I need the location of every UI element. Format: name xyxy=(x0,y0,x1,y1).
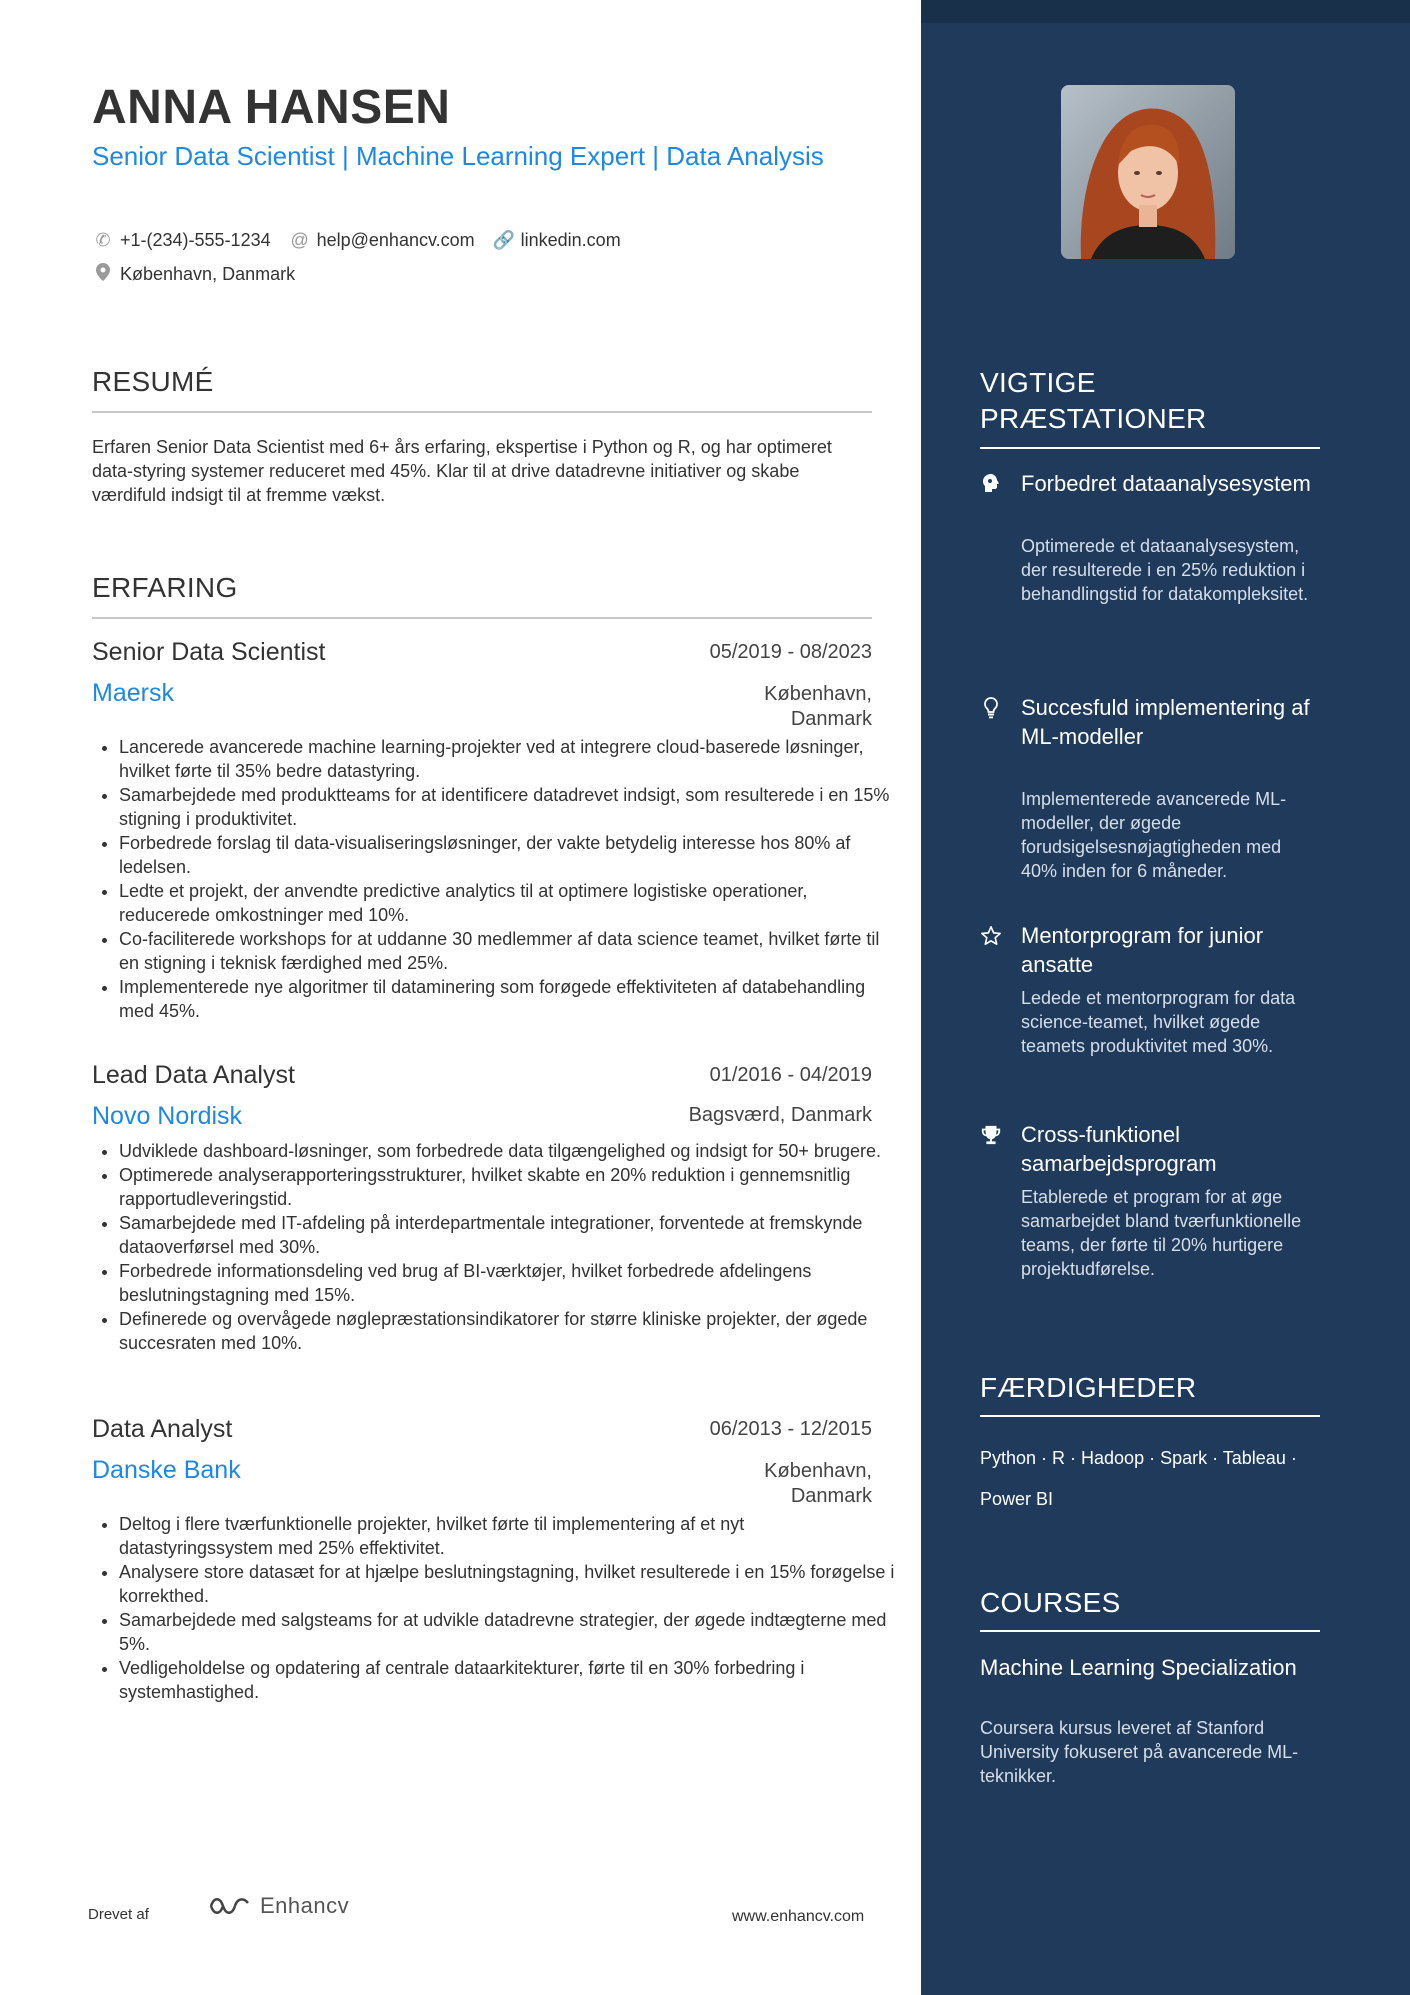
list-item: • Vedligeholdelse og opdatering af centrale dataarkitekturer, førte til en 30% forbedring i systemhastighed. xyxy=(119,1656,899,1704)
phone-icon: ✆ xyxy=(95,230,111,250)
job-location xyxy=(764,682,872,732)
enhancv-brand-text: Enhancv xyxy=(260,1893,350,1918)
job-location-line: København, xyxy=(764,683,872,705)
courses-divider xyxy=(980,1630,1320,1632)
job-location-line: Danmark xyxy=(790,708,872,730)
summary-text: Erfaren Senior Data Scientist med 6+ års erfaring, ekspertise i Python og R, og har optimeret data-styring systemer reduceret med 45%. Klar til at drive datadrevne initiativer og skabe værdifuld indsigt til at fremme vækst. xyxy=(92,437,832,505)
profile-photo xyxy=(1061,85,1235,259)
experience-heading: ERFARING xyxy=(92,572,238,603)
achievements-heading-line: PRÆSTATIONER xyxy=(980,403,1207,434)
job-location-line: Danmark xyxy=(790,1485,872,1507)
achievement-desc: Optimerede et dataanalysesystem, der resulterede i en 25% reduktion i behandlingstid for datakompleksitet. xyxy=(1021,536,1309,604)
enhancv-url-link[interactable]: www.enhancv.com xyxy=(732,1908,865,1925)
achievements-divider xyxy=(980,447,1320,449)
skills-list xyxy=(980,1438,1340,1520)
profile-photo-image xyxy=(1061,85,1235,259)
list-item: • Forbedrede forslag til data-visualiseringsløsninger, der vakte betydelig interesse hos 80% af ledelsen. xyxy=(119,831,899,879)
contact-row-2 xyxy=(92,263,295,286)
sidebar-top-bar xyxy=(921,0,1410,23)
job-location xyxy=(764,1459,872,1509)
achievement-title: Mentorprogram for junior ansatte xyxy=(1021,923,1264,977)
skills-line: Python · R · Hadoop · Spark · Tableau · xyxy=(980,1448,1297,1468)
linkedin-link[interactable]: linkedin.com xyxy=(520,230,621,250)
powered-by-label: Drevet af xyxy=(88,1906,149,1923)
brain-icon xyxy=(980,473,1002,499)
job-company: Danske Bank xyxy=(92,1456,241,1484)
list-item: • Lancerede avancerede machine learning-projekter ved at integrere cloud-baserede løsninger, hvilket førte til 35% bedre datastyring. xyxy=(119,735,899,783)
list-item: • Forbedrede informationsdeling ved brug af BI-værktøjer, hvilket forbedrede afdelingens beslutningstagning med 15%. xyxy=(119,1259,899,1307)
list-item: • Optimerede analyserapporteringsstrukturer, hvilket skabte en 20% reduktion i gennemsnitlig rapportudleveringstid. xyxy=(119,1163,899,1211)
course-desc: Coursera kursus leveret af Stanford University fokuseret på avancerede ML-teknikker. xyxy=(980,1718,1299,1786)
summary-heading: RESUMÉ xyxy=(92,366,214,397)
job-location-line: København, xyxy=(764,1460,872,1482)
at-icon: @ xyxy=(290,230,309,250)
job-bullets xyxy=(92,1139,899,1355)
location-text: København, Danmark xyxy=(120,264,296,284)
job-dates: 05/2019 - 08/2023 xyxy=(709,641,872,663)
job-bullets xyxy=(92,735,899,1023)
achievement-desc: Ledede et mentorprogram for data science-teamet, hvilket øgede teamets produktivitet med 30%. xyxy=(1021,988,1296,1056)
list-item: • Implementerede nye algoritmer til dataminering som forøgede effektiviteten af databehandling med 45%. xyxy=(119,975,899,1023)
job-role: Lead Data Analyst xyxy=(92,1061,295,1089)
skills-line: Power BI xyxy=(980,1489,1054,1509)
job-dates: 06/2013 - 12/2015 xyxy=(709,1418,872,1440)
star-icon xyxy=(980,925,1002,953)
list-item: • Co-faciliterede workshops for at uddanne 30 medlemmer af data science teamet, hvilket førte til en stigning i teknisk færdighed med 25%. xyxy=(119,927,899,975)
contact-row-1 xyxy=(92,230,621,251)
phone-text: +1-(234)-555-1234 xyxy=(120,230,271,250)
list-item: • Samarbejdede med produktteams for at identificere datadrevet indsigt, som resulterede i en 15% stigning i produktivitet. xyxy=(119,783,899,831)
candidate-name: ANNA HANSEN xyxy=(92,81,451,134)
link-icon: 🔗 xyxy=(492,230,516,250)
list-item: • Analysere store datasæt for at hjælpe beslutningstagning, hvilket resulterede i en 15% forøgelse i korrekthed. xyxy=(119,1560,899,1608)
enhancv-logo[interactable] xyxy=(208,1893,349,1919)
list-item: • Definerede og overvågede nøglepræstationsindikatorer for større kliniske projekter, der øgede succesraten med 10%. xyxy=(119,1307,899,1355)
summary-divider xyxy=(92,411,872,413)
experience-divider xyxy=(92,617,872,619)
courses-heading: COURSES xyxy=(980,1587,1121,1618)
achievement-title: Succesfuld implementering af ML-modeller xyxy=(1021,695,1310,749)
email-link[interactable]: help@enhancv.com xyxy=(316,230,475,250)
job-location-line: Bagsværd, Danmark xyxy=(688,1104,872,1126)
enhancv-logo-icon xyxy=(208,1894,254,1918)
job-company: Maersk xyxy=(92,679,174,707)
headline: Senior Data Scientist | Machine Learning Expert | Data Analysis xyxy=(92,141,824,171)
location-pin-icon xyxy=(92,263,114,286)
list-item: • Samarbejdede med salgsteams for at udvikle datadrevne strategier, der øgede indtægterne med 5%. xyxy=(119,1608,899,1656)
sidebar xyxy=(921,0,1410,1995)
job-dates: 01/2016 - 04/2019 xyxy=(709,1064,872,1086)
list-item: • Udviklede dashboard-løsninger, som forbedrede data tilgængelighed og indsigt for 50+ brugere. xyxy=(119,1139,899,1163)
list-item: • Ledte et projekt, der anvendte predictive analytics til at optimere logistiske operationer, reducerede omkostninger med 10%. xyxy=(119,879,899,927)
list-item: • Samarbejdede med IT-afdeling på interdepartmentale integrationer, forventede at fremskynde dataoverførsel med 30%. xyxy=(119,1211,899,1259)
trophy-icon xyxy=(980,1124,1002,1152)
lightbulb-icon xyxy=(980,697,1002,725)
skills-heading: FÆRDIGHEDER xyxy=(980,1372,1197,1403)
list-item: • Deltog i flere tværfunktionelle projekter, hvilket førte til implementering af et nyt datastyringssystem med 25% effektivitet. xyxy=(119,1512,899,1560)
achievement-title: Cross-funktionel samarbejdsprogram xyxy=(1021,1122,1217,1176)
skills-divider xyxy=(980,1415,1320,1417)
job-bullets xyxy=(92,1512,899,1704)
job-role: Data Analyst xyxy=(92,1415,233,1443)
job-role: Senior Data Scientist xyxy=(92,638,326,666)
achievement-desc: Etablerede et program for at øge samarbejdet bland tværfunktionelle teams, der førte til 20% hurtigere projektudførelse. xyxy=(1021,1187,1302,1279)
job-company: Novo Nordisk xyxy=(92,1102,243,1130)
achievement-title: Forbedret dataanalysesystem xyxy=(1021,471,1311,496)
course-title: Machine Learning Specialization xyxy=(980,1655,1297,1680)
achievements-heading xyxy=(980,365,1320,437)
achievement-desc: Implementerede avancerede ML-modeller, der øgede forudsigelsesnøjagtigheden med 40% inden for 6 måneder. xyxy=(1021,789,1287,881)
job-location xyxy=(689,1103,872,1128)
achievements-heading-line: VIGTIGE xyxy=(980,367,1096,398)
